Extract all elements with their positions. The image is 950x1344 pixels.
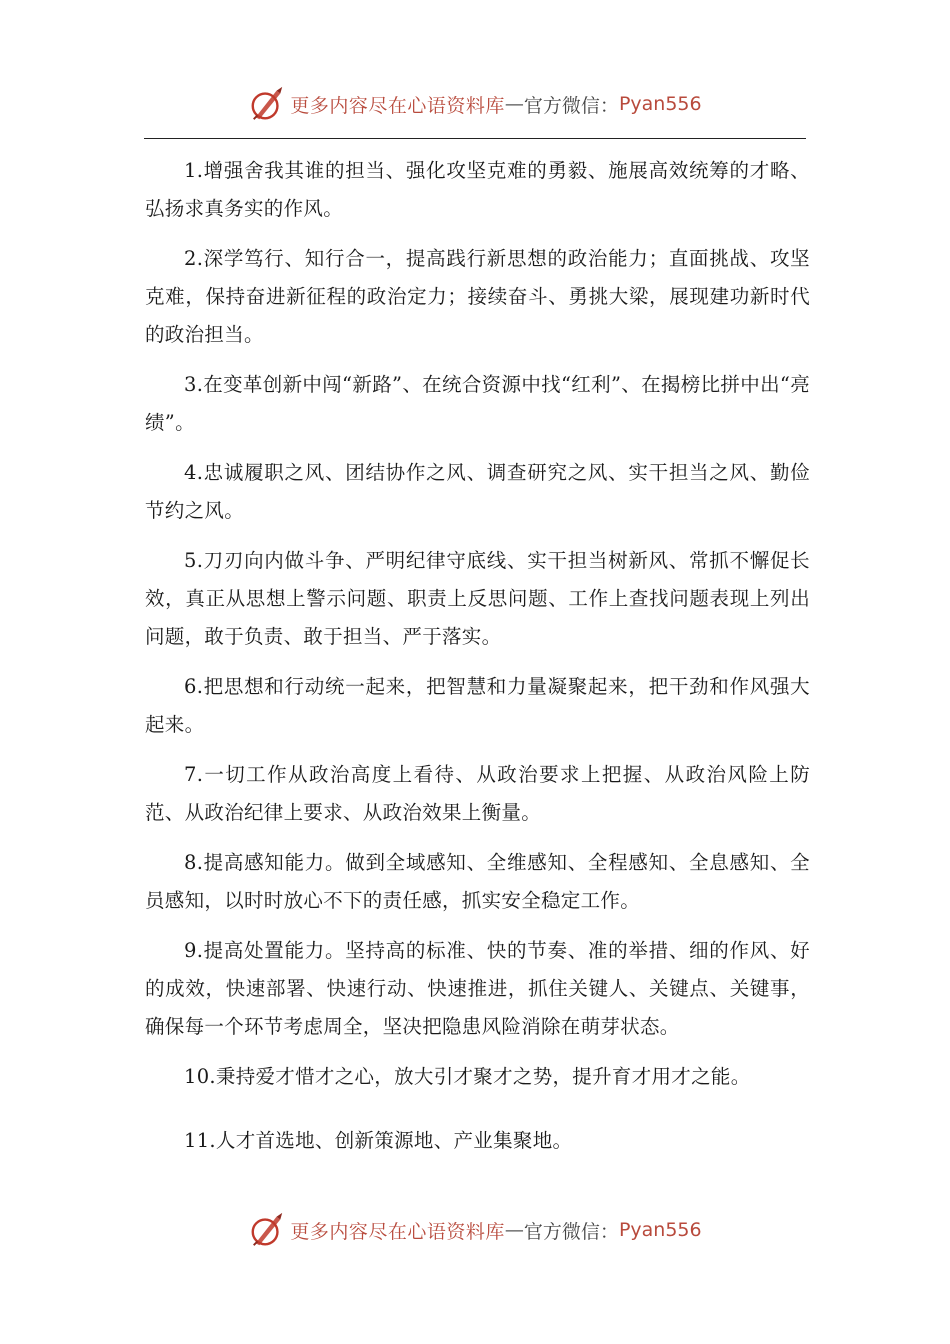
list-item: 3.在变革创新中闯“新路”、在统合资源中找“红利”、在揭榜比拼中出“亮绩”。 (145, 373, 810, 434)
list-item: 7.一切工作从政治高度上看待、从政治要求上把握、从政治风险上防范、从政治纪律上要求、从政治效果上衡量。 (145, 763, 810, 824)
list-item: 6.把思想和行动统一起来，把智慧和力量凝聚起来，把干劲和作风强大起来。 (145, 675, 810, 736)
list-item: 1.增强舍我其谁的担当、强化攻坚克难的勇毅、施展高效统筹的才略、弘扬求真务实的作风。 (145, 159, 810, 220)
banner-wechat-label: 官方微信： (523, 94, 619, 117)
list-item: 8.提高感知能力。做到全域感知、全维感知、全程感知、全息感知、全员感知，以时时放心不下的责任感，抓实安全稳定工作。 (145, 851, 810, 912)
document-body (145, 152, 810, 1160)
banner-title: 更多内容尽在心语资料库 (290, 1220, 505, 1243)
quill-pen-logo-icon (248, 85, 286, 123)
list-item: 4.忠诚履职之风、团结协作之风、调查研究之风、实干担当之风、勤俭节约之风。 (145, 461, 810, 522)
footer-banner (0, 1208, 950, 1252)
banner-wechat-label: 官方微信： (523, 1220, 619, 1243)
list-item: 10.秉持爱才惜才之心，放大引才聚才之势，提升育才用才之能。 (184, 1065, 751, 1088)
list-item: 5.刀刃向内做斗争、严明纪律守底线、实干担当树新风、常抓不懈促长效，真正从思想上警示问题、职责上反思问题、工作上查找问题表现上列出问题，敢于负责、敢于担当、严于落实。 (145, 549, 810, 648)
banner-wechat-id: Pyan556 (618, 1219, 702, 1241)
banner-separator: — (504, 1219, 524, 1241)
list-item: 11.人才首选地、创新策源地、产业集聚地。 (184, 1129, 573, 1152)
header-banner (0, 82, 950, 126)
quill-pen-logo-icon (248, 1211, 286, 1249)
list-item: 9.提高处置能力。坚持高的标准、快的节奏、准的举措、细的作风、好的成效，快速部署、快速行动、快速推进，抓住关键人、关键点、关键事，确保每一个环节考虑周全，坚决把隐患风险消除在萌芽状态。 (145, 939, 810, 1038)
list-item: 2.深学笃行、知行合一，提高践行新思想的政治能力；直面挑战、攻坚克难，保持奋进新征程的政治定力；接续奋斗、勇挑大梁，展现建功新时代的政治担当。 (145, 247, 810, 346)
header-divider (144, 138, 806, 139)
banner-separator: — (504, 93, 524, 115)
banner-wechat-id: Pyan556 (618, 93, 702, 115)
banner-title: 更多内容尽在心语资料库 (290, 94, 505, 117)
